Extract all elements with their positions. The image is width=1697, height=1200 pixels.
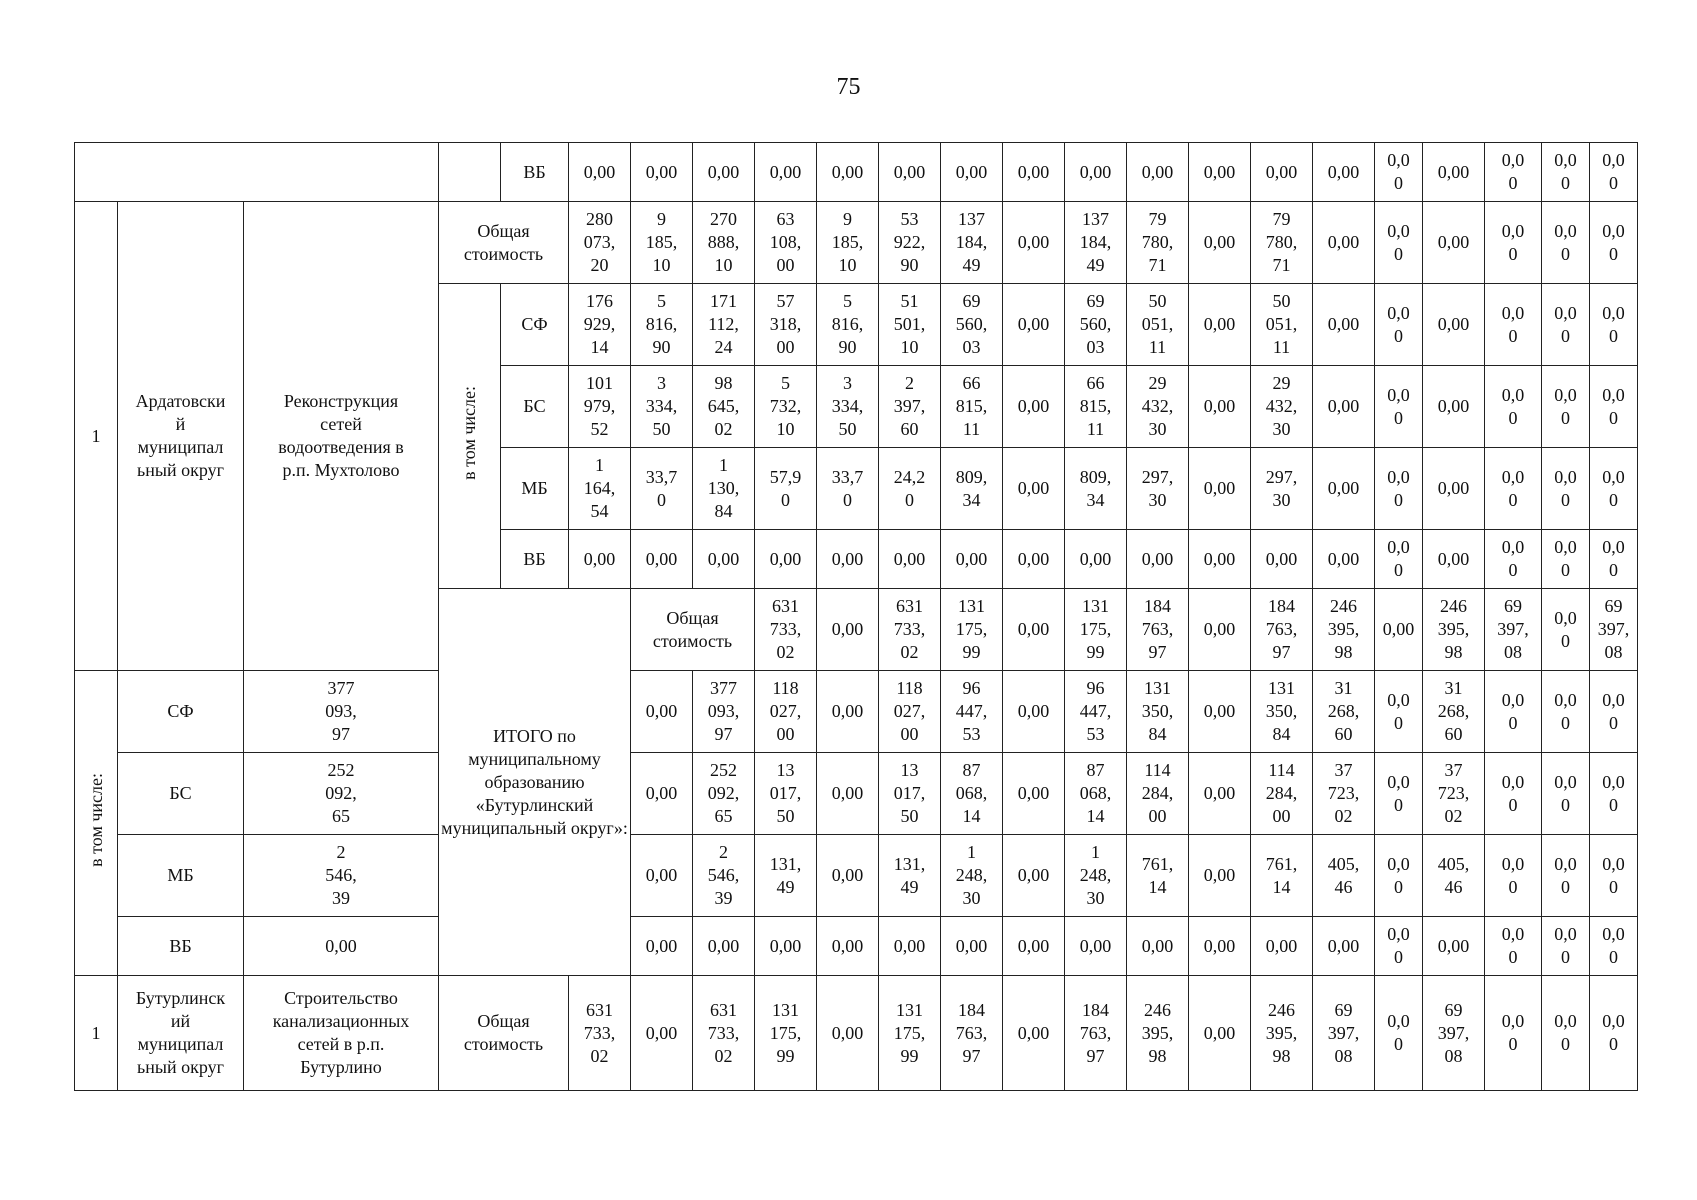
fund-code: МБ	[501, 448, 569, 530]
value-cell: 0,00	[1313, 448, 1375, 530]
value-cell: 13 017, 50	[755, 753, 817, 835]
value-cell: 0,00	[1375, 589, 1423, 671]
value-cell: 0,00	[631, 753, 693, 835]
value-cell: 0,0 0	[1542, 589, 1590, 671]
value-cell: 0,0 0	[1590, 143, 1638, 202]
value-cell: 0,0 0	[1542, 976, 1590, 1091]
value-cell: 37 723, 02	[1423, 753, 1485, 835]
value-cell: 0,0 0	[1375, 976, 1423, 1091]
within-label: в том числе:	[439, 284, 501, 589]
value-cell: 0,0 0	[1375, 917, 1423, 976]
total-cost-label: Общая стоимость	[631, 589, 755, 671]
value-cell: 101 979, 52	[569, 366, 631, 448]
value-cell: 5 816, 90	[631, 284, 693, 366]
table-row	[75, 671, 1638, 753]
value-cell: 79 780, 71	[1251, 202, 1313, 284]
value-cell: 69 397, 08	[1485, 589, 1542, 671]
value-cell: 3 334, 50	[631, 366, 693, 448]
value-cell: 0,00	[817, 917, 879, 976]
value-cell: 0,00	[693, 143, 755, 202]
value-cell: 0,0 0	[1590, 366, 1638, 448]
value-cell: 184 763, 97	[1127, 589, 1189, 671]
fund-code: ВБ	[118, 917, 244, 976]
value-cell: 69 397, 08	[1313, 976, 1375, 1091]
value-cell: 631 733, 02	[755, 589, 817, 671]
value-cell: 631 733, 02	[693, 976, 755, 1091]
value-cell: 0,00	[879, 917, 941, 976]
value-cell: 0,00	[693, 917, 755, 976]
value-cell: 0,0 0	[1485, 530, 1542, 589]
value-cell: 0,00	[631, 530, 693, 589]
value-cell: 0,00	[1127, 143, 1189, 202]
value-cell: 176 929, 14	[569, 284, 631, 366]
value-cell: 0,00	[817, 530, 879, 589]
value-cell: 0,00	[1189, 835, 1251, 917]
value-cell: 270 888, 10	[693, 202, 755, 284]
value-cell: 0,00	[1313, 143, 1375, 202]
value-cell: 0,0 0	[1542, 530, 1590, 589]
value-cell: 0,0 0	[1485, 202, 1542, 284]
value-cell: 31 268, 60	[1313, 671, 1375, 753]
value-cell: 809, 34	[1065, 448, 1127, 530]
value-cell: 0,00	[1127, 917, 1189, 976]
value-cell: 1 248, 30	[1065, 835, 1127, 917]
value-cell: 0,00	[1003, 976, 1065, 1091]
value-cell: 79 780, 71	[1127, 202, 1189, 284]
value-cell: 131, 49	[879, 835, 941, 917]
value-cell: 0,00	[1423, 284, 1485, 366]
value-cell: 131 175, 99	[941, 589, 1003, 671]
value-cell: 0,00	[817, 753, 879, 835]
value-cell: 0,00	[1127, 530, 1189, 589]
value-cell: 31 268, 60	[1423, 671, 1485, 753]
value-cell: 66 815, 11	[941, 366, 1003, 448]
value-cell: 87 068, 14	[941, 753, 1003, 835]
value-cell: 0,00	[817, 976, 879, 1091]
object-name: Строительство канализационных сетей в р.п. Бутурлино	[244, 976, 439, 1091]
value-cell: 184 763, 97	[1065, 976, 1127, 1091]
row-number: 1	[75, 202, 118, 671]
value-cell: 50 051, 11	[1251, 284, 1313, 366]
value-cell: 0,00	[1189, 284, 1251, 366]
empty-cell	[75, 143, 439, 202]
value-cell: 0,00	[1065, 917, 1127, 976]
municipality-name: Бутурлинск ий муниципал ьный округ	[118, 976, 244, 1091]
value-cell: 0,00	[1189, 589, 1251, 671]
municipality-name: Ардатовски й муниципал ьный округ	[118, 202, 244, 671]
value-cell: 0,0 0	[1375, 284, 1423, 366]
value-cell: 0,00	[1189, 366, 1251, 448]
value-cell: 0,0 0	[1375, 530, 1423, 589]
value-cell: 24,2 0	[879, 448, 941, 530]
value-cell: 761, 14	[1127, 835, 1189, 917]
page-number: 75	[836, 74, 861, 100]
value-cell: 118 027, 00	[755, 671, 817, 753]
value-cell: 0,0 0	[1375, 366, 1423, 448]
value-cell: 0,00	[817, 589, 879, 671]
value-cell: 0,0 0	[1590, 530, 1638, 589]
value-cell: 246 395, 98	[1313, 589, 1375, 671]
value-cell: 0,00	[244, 917, 439, 976]
value-cell: 131 350, 84	[1251, 671, 1313, 753]
value-cell: 0,00	[569, 530, 631, 589]
value-cell: 0,00	[817, 835, 879, 917]
value-cell: 3 334, 50	[817, 366, 879, 448]
value-cell: 377 093, 97	[693, 671, 755, 753]
table-row	[75, 835, 1638, 917]
total-title: ИТОГО по муниципальному образованию «Бутурлинский муниципальный округ»:	[439, 589, 631, 976]
value-cell: 9 185, 10	[817, 202, 879, 284]
value-cell: 0,00	[1251, 530, 1313, 589]
value-cell: 69 397, 08	[1423, 976, 1485, 1091]
value-cell: 0,0 0	[1485, 284, 1542, 366]
value-cell: 0,00	[631, 671, 693, 753]
value-cell: 33,7 0	[817, 448, 879, 530]
total-cost-label: Общая стоимость	[439, 202, 569, 284]
value-cell: 631 733, 02	[879, 589, 941, 671]
value-cell: 0,0 0	[1542, 917, 1590, 976]
value-cell: 0,0 0	[1375, 835, 1423, 917]
value-cell: 0,00	[1313, 366, 1375, 448]
value-cell: 0,00	[1065, 143, 1127, 202]
value-cell: 0,00	[1003, 448, 1065, 530]
value-cell: 280 073, 20	[569, 202, 631, 284]
value-cell: 0,0 0	[1375, 143, 1423, 202]
value-cell: 0,00	[941, 917, 1003, 976]
row-number: 1	[75, 976, 118, 1091]
fund-code: БС	[501, 366, 569, 448]
value-cell: 0,0 0	[1485, 671, 1542, 753]
fund-code: МБ	[118, 835, 244, 917]
value-cell: 33,7 0	[631, 448, 693, 530]
value-cell: 0,0 0	[1542, 753, 1590, 835]
value-cell: 171 112, 24	[693, 284, 755, 366]
table-row	[75, 753, 1638, 835]
value-cell: 0,0 0	[1542, 671, 1590, 753]
value-cell: 69 560, 03	[1065, 284, 1127, 366]
fund-code: ВБ	[501, 530, 569, 589]
value-cell: 0,0 0	[1375, 202, 1423, 284]
value-cell: 57 318, 00	[755, 284, 817, 366]
value-cell: 0,00	[1003, 671, 1065, 753]
budget-table	[74, 142, 1638, 1091]
table-row	[75, 976, 1638, 1091]
value-cell: 297, 30	[1127, 448, 1189, 530]
value-cell: 131 175, 99	[879, 976, 941, 1091]
value-cell: 53 922, 90	[879, 202, 941, 284]
value-cell: 184 763, 97	[941, 976, 1003, 1091]
value-cell: 66 815, 11	[1065, 366, 1127, 448]
value-cell: 0,00	[879, 530, 941, 589]
value-cell: 405, 46	[1423, 835, 1485, 917]
value-cell: 0,00	[1003, 589, 1065, 671]
value-cell: 0,00	[755, 143, 817, 202]
value-cell: 0,0 0	[1542, 366, 1590, 448]
value-cell: 0,0 0	[1590, 917, 1638, 976]
value-cell: 0,00	[1313, 917, 1375, 976]
value-cell: 377 093, 97	[244, 671, 439, 753]
value-cell: 0,00	[631, 976, 693, 1091]
value-cell: 0,00	[941, 143, 1003, 202]
value-cell: 0,00	[1313, 202, 1375, 284]
value-cell: 246 395, 98	[1127, 976, 1189, 1091]
value-cell: 0,00	[1003, 917, 1065, 976]
value-cell: 761, 14	[1251, 835, 1313, 917]
value-cell: 0,00	[631, 917, 693, 976]
value-cell: 252 092, 65	[244, 753, 439, 835]
value-cell: 0,00	[1423, 143, 1485, 202]
value-cell: 1 164, 54	[569, 448, 631, 530]
value-cell: 87 068, 14	[1065, 753, 1127, 835]
value-cell: 0,00	[1189, 976, 1251, 1091]
value-cell: 246 395, 98	[1251, 976, 1313, 1091]
fund-code: СФ	[118, 671, 244, 753]
value-cell: 37 723, 02	[1313, 753, 1375, 835]
value-cell: 0,00	[1003, 366, 1065, 448]
value-cell: 0,00	[1423, 366, 1485, 448]
value-cell: 0,0 0	[1542, 202, 1590, 284]
value-cell: 0,00	[941, 530, 1003, 589]
value-cell: 2 546, 39	[693, 835, 755, 917]
value-cell: 0,0 0	[1485, 917, 1542, 976]
total-cost-label: Общая стоимость	[439, 976, 569, 1091]
value-cell: 114 284, 00	[1251, 753, 1313, 835]
value-cell: 63 108, 00	[755, 202, 817, 284]
value-cell: 0,00	[1189, 143, 1251, 202]
value-cell: 114 284, 00	[1127, 753, 1189, 835]
value-cell: 0,0 0	[1590, 671, 1638, 753]
value-cell: 0,0 0	[1375, 448, 1423, 530]
value-cell: 0,00	[631, 143, 693, 202]
value-cell: 5 816, 90	[817, 284, 879, 366]
value-cell: 0,0 0	[1590, 284, 1638, 366]
value-cell: 131, 49	[755, 835, 817, 917]
value-cell: 0,0 0	[1590, 976, 1638, 1091]
value-cell: 51 501, 10	[879, 284, 941, 366]
within-label: в том числе:	[75, 671, 118, 976]
value-cell: 0,00	[1003, 284, 1065, 366]
value-cell: 137 184, 49	[1065, 202, 1127, 284]
value-cell: 0,00	[1423, 448, 1485, 530]
value-cell: 297, 30	[1251, 448, 1313, 530]
value-cell: 809, 34	[941, 448, 1003, 530]
value-cell: 0,0 0	[1375, 671, 1423, 753]
value-cell: 0,0 0	[1485, 753, 1542, 835]
object-name: Реконструкция сетей водоотведения в р.п. Мухтолово	[244, 202, 439, 671]
value-cell: 246 395, 98	[1423, 589, 1485, 671]
value-cell: 0,00	[1189, 530, 1251, 589]
value-cell: 0,00	[1313, 530, 1375, 589]
value-cell: 0,00	[1003, 753, 1065, 835]
table-row	[75, 917, 1638, 976]
value-cell: 0,00	[693, 530, 755, 589]
value-cell: 0,00	[1003, 202, 1065, 284]
value-cell: 0,0 0	[1542, 448, 1590, 530]
value-cell: 0,0 0	[1542, 284, 1590, 366]
value-cell: 57,9 0	[755, 448, 817, 530]
table-row	[75, 202, 1638, 284]
value-cell: 0,0 0	[1485, 448, 1542, 530]
value-cell: 0,00	[1189, 753, 1251, 835]
value-cell: 131 175, 99	[1065, 589, 1127, 671]
value-cell: 0,00	[755, 917, 817, 976]
value-cell: 0,0 0	[1542, 835, 1590, 917]
value-cell: 0,00	[631, 835, 693, 917]
value-cell: 50 051, 11	[1127, 284, 1189, 366]
fund-code: ВБ	[501, 143, 569, 202]
value-cell: 2 546, 39	[244, 835, 439, 917]
value-cell: 0,0 0	[1590, 202, 1638, 284]
fund-code: БС	[118, 753, 244, 835]
value-cell: 0,0 0	[1485, 366, 1542, 448]
value-cell: 5 732, 10	[755, 366, 817, 448]
value-cell: 29 432, 30	[1127, 366, 1189, 448]
value-cell: 1 130, 84	[693, 448, 755, 530]
value-cell: 131 350, 84	[1127, 671, 1189, 753]
value-cell: 0,0 0	[1485, 976, 1542, 1091]
value-cell: 0,00	[1189, 917, 1251, 976]
value-cell: 69 397, 08	[1590, 589, 1638, 671]
value-cell: 131 175, 99	[755, 976, 817, 1091]
value-cell: 0,00	[1189, 202, 1251, 284]
fund-code: СФ	[501, 284, 569, 366]
value-cell: 96 447, 53	[1065, 671, 1127, 753]
value-cell: 0,00	[1003, 835, 1065, 917]
value-cell: 405, 46	[1313, 835, 1375, 917]
value-cell: 1 248, 30	[941, 835, 1003, 917]
value-cell: 0,00	[1423, 202, 1485, 284]
value-cell: 137 184, 49	[941, 202, 1003, 284]
value-cell: 0,0 0	[1485, 143, 1542, 202]
value-cell: 631 733, 02	[569, 976, 631, 1091]
value-cell: 0,0 0	[1590, 835, 1638, 917]
value-cell: 0,0 0	[1590, 448, 1638, 530]
empty-cell	[439, 143, 501, 202]
value-cell: 98 645, 02	[693, 366, 755, 448]
value-cell: 0,00	[1189, 671, 1251, 753]
value-cell: 13 017, 50	[879, 753, 941, 835]
value-cell: 252 092, 65	[693, 753, 755, 835]
value-cell: 0,00	[1251, 143, 1313, 202]
value-cell: 0,00	[1423, 530, 1485, 589]
value-cell: 0,00	[755, 530, 817, 589]
value-cell: 0,00	[817, 143, 879, 202]
value-cell: 0,00	[1189, 448, 1251, 530]
value-cell: 29 432, 30	[1251, 366, 1313, 448]
value-cell: 0,00	[569, 143, 631, 202]
value-cell: 0,00	[1313, 284, 1375, 366]
value-cell: 118 027, 00	[879, 671, 941, 753]
value-cell: 0,00	[879, 143, 941, 202]
value-cell: 0,00	[1423, 917, 1485, 976]
value-cell: 0,00	[1065, 530, 1127, 589]
value-cell: 0,0 0	[1590, 753, 1638, 835]
value-cell: 0,00	[1003, 143, 1065, 202]
value-cell: 2 397, 60	[879, 366, 941, 448]
value-cell: 69 560, 03	[941, 284, 1003, 366]
value-cell: 0,00	[1003, 530, 1065, 589]
value-cell: 0,00	[817, 671, 879, 753]
value-cell: 9 185, 10	[631, 202, 693, 284]
value-cell: 0,0 0	[1542, 143, 1590, 202]
table-row	[75, 143, 1638, 202]
value-cell: 184 763, 97	[1251, 589, 1313, 671]
value-cell: 0,0 0	[1485, 835, 1542, 917]
value-cell: 0,0 0	[1375, 753, 1423, 835]
value-cell: 0,00	[1251, 917, 1313, 976]
value-cell: 96 447, 53	[941, 671, 1003, 753]
